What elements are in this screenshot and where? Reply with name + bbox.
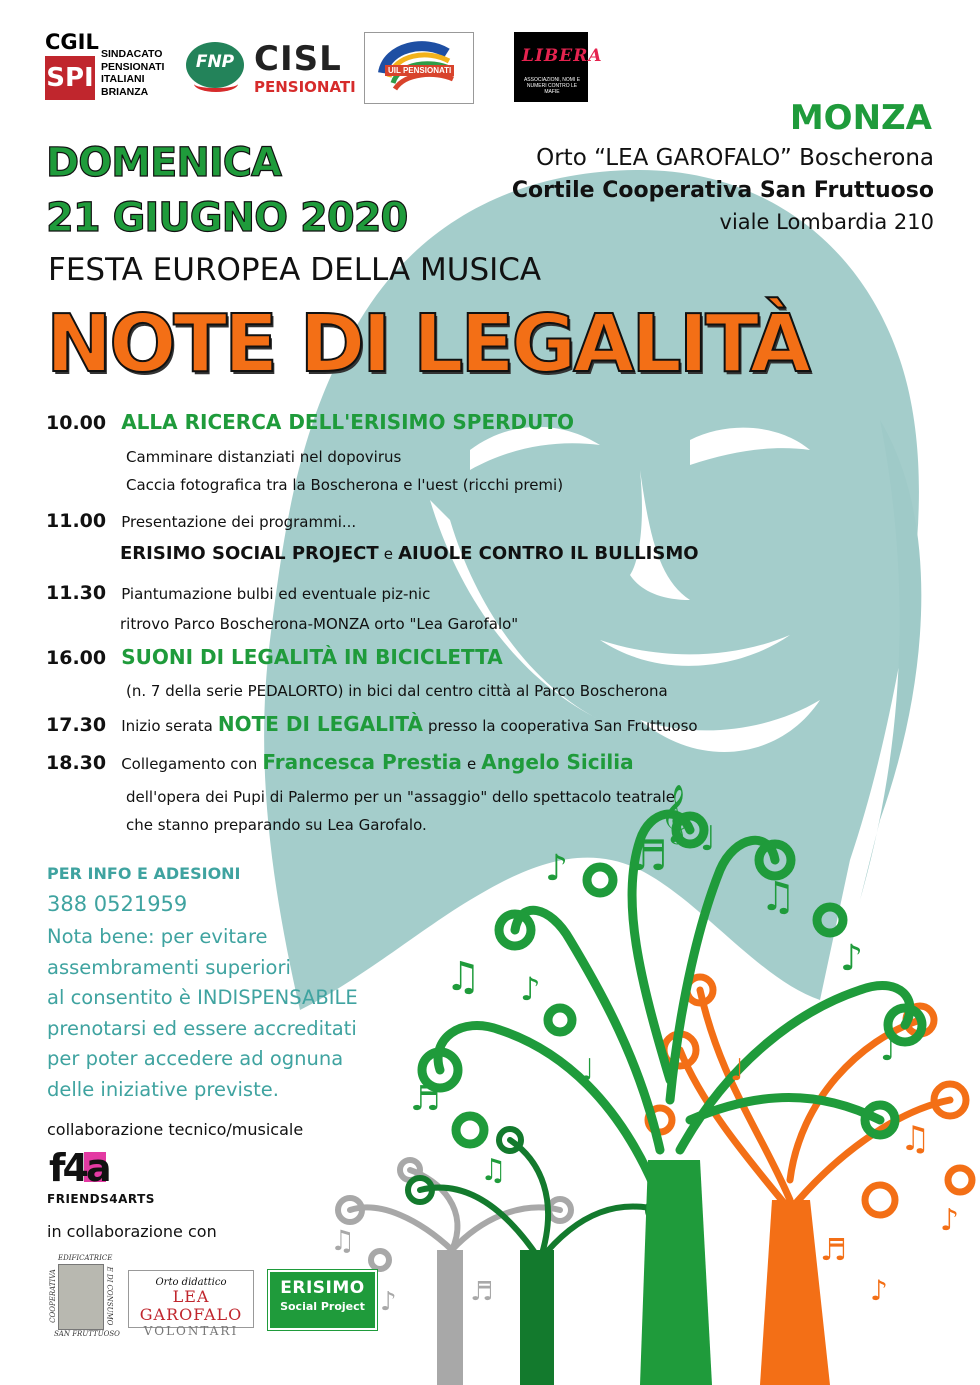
lea-volontari: VOLONTARI <box>143 1324 239 1338</box>
svg-text:𝄞: 𝄞 <box>660 784 690 842</box>
venue-orto: Orto “LEA GAROFALO” Boscherona <box>536 145 934 171</box>
erisimo-logo <box>268 1270 377 1330</box>
svg-text:♪: ♪ <box>520 970 541 1008</box>
main-title: NOTE DI LEGALITÀ <box>46 298 809 390</box>
libera-wordmark: LIBERA <box>522 46 603 66</box>
svg-text:♪: ♪ <box>940 1203 960 1238</box>
svg-text:♫: ♫ <box>900 1119 931 1159</box>
title-1600: SUONI DI LEGALITÀ IN BICICLETTA <box>121 645 503 669</box>
coop-bottom-text: SAN FRUTTUOSO <box>54 1330 120 1338</box>
line-1100-a: Presentazione dei programmi... <box>121 513 357 531</box>
svg-text:♩: ♩ <box>880 1029 897 1069</box>
title-1730: NOTE DI LEGALITÀ <box>217 712 423 736</box>
svg-text:♪: ♪ <box>870 1274 888 1307</box>
schedule-item-1000 <box>46 410 574 434</box>
line-1000-b: Caccia fotografica tra la Boscherona e l'uest (ricchi premi) <box>126 476 564 494</box>
time-1130: 11.30 <box>46 582 107 604</box>
coop-top-text: EDIFICATRICE <box>58 1254 113 1262</box>
svg-text:♪: ♪ <box>380 1287 397 1317</box>
svg-text:♪: ♪ <box>545 848 568 889</box>
uil-label: UIL PENSIONATI <box>385 65 454 76</box>
time-1600: 16.00 <box>46 647 107 669</box>
svg-text:♬: ♬ <box>470 1277 494 1307</box>
collab-label: in collaborazione con <box>47 1222 217 1241</box>
artist-sicilia: Angelo Sicilia <box>481 750 634 774</box>
schedule-item-1100 <box>46 510 356 532</box>
schedule-item-1830 <box>46 750 634 774</box>
cisl-subtitle: PENSIONATI <box>254 78 356 96</box>
svg-text:♬: ♬ <box>630 831 668 880</box>
line-1830-a: dell'opera dei Pupi di Palermo per un "assaggio" dello spettacolo teatrale <box>126 788 676 806</box>
cisl-wordmark: CISL <box>254 39 342 79</box>
svg-text:♫: ♫ <box>330 1224 356 1257</box>
svg-text:♬: ♬ <box>410 1079 441 1119</box>
time-1000: 10.00 <box>46 412 107 434</box>
uil-logo <box>364 32 474 104</box>
fnp-logo <box>186 42 244 94</box>
svg-text:♩: ♩ <box>580 1053 595 1088</box>
svg-text:♫: ♫ <box>760 874 796 920</box>
cisl-logo <box>254 40 354 100</box>
time-1100: 11.00 <box>46 510 107 532</box>
svg-text:♬: ♬ <box>820 1233 847 1268</box>
svg-text:♫: ♫ <box>480 1153 507 1188</box>
line-1830-pre: Collegamento con <box>121 755 258 773</box>
event-date: 21 GIUGNO 2020 <box>46 195 408 241</box>
line-1830-b: che stanno preparando su Lea Garofalo. <box>126 816 427 834</box>
project-erisimo: ERISIMO SOCIAL PROJECT <box>120 543 379 564</box>
line-1600-a: (n. 7 della serie PEDALORTO) in bici dal centro città al Parco Boscherona <box>126 682 668 700</box>
project-aiuole: AIUOLE CONTRO IL BULLISMO <box>398 543 699 564</box>
conjunction: e <box>383 545 393 563</box>
f4a-name: FRIENDS4ARTS <box>47 1192 155 1206</box>
f4a-logo <box>47 1148 162 1190</box>
city: MONZA <box>789 98 932 138</box>
conjunction-1830: e <box>466 755 477 773</box>
schedule-item-1600 <box>46 645 503 669</box>
line-1730-pre: Inizio serata <box>121 717 213 735</box>
libera-logo <box>514 32 603 102</box>
title-1000: ALLA RICERCA DELL'ERISIMO SPERDUTO <box>121 410 575 434</box>
line-1730-post: presso la cooperativa San Fruttuoso <box>428 717 698 735</box>
line-1130-a: Piantumazione bulbi ed eventuale piz-nic <box>121 585 431 603</box>
fnp-wordmark: FNP <box>186 42 244 88</box>
lea-name: LEA GAROFALO <box>139 1287 243 1324</box>
coop-logo <box>48 1254 120 1340</box>
svg-text:♪: ♪ <box>840 938 863 979</box>
svg-text:♫: ♫ <box>445 954 481 1000</box>
schedule-item-1730 <box>46 712 698 736</box>
f4a-mark: f4a <box>49 1146 109 1190</box>
fnp-swoosh-icon <box>194 76 238 92</box>
libera-subtitle: ASSOCIAZIONI, NOMI E NUMERI CONTRO LE MAFIE <box>523 77 581 95</box>
spi-text: SINDACATO PENSIONATI ITALIANI BRIANZA <box>101 48 165 98</box>
erisimo-name: ERISIMO <box>280 1278 365 1298</box>
time-1830: 18.30 <box>46 752 107 774</box>
schedule-item-1130 <box>46 582 430 604</box>
svg-text:♩: ♩ <box>730 1053 745 1088</box>
lea-orto-label: Orto didattico <box>155 1277 227 1288</box>
coop-right-text: E DI CONSUMO <box>105 1266 114 1326</box>
coop-photo-icon <box>58 1264 104 1330</box>
event-day: DOMENICA <box>46 140 282 186</box>
festa-subtitle: FESTA EUROPEA DELLA MUSICA <box>48 252 542 288</box>
cgil-wordmark: CGIL <box>45 30 99 54</box>
info-note: Nota bene: per evitare assembramenti superiori al consentito è INDISPENSABILE prenotarsi ed essere accreditati per poter accedere ad ognuna delle iniziative previste. <box>47 925 358 1101</box>
line-1000-a: Camminare distanziati nel dopovirus <box>126 448 402 466</box>
venue-address: viale Lombardia 210 <box>719 210 934 234</box>
time-1730: 17.30 <box>46 714 107 736</box>
lea-garofalo-logo <box>128 1270 254 1338</box>
coop-left-text: COOPERATIVA <box>48 1269 57 1323</box>
venue-cortile: Cortile Cooperativa San Fruttuoso <box>511 178 934 203</box>
spi-wordmark: SPI <box>45 56 95 100</box>
tech-collab-label: collaborazione tecnico/musicale <box>47 1120 304 1139</box>
info-heading: PER INFO E ADESIONI <box>47 864 241 883</box>
spi-cgil-logo <box>45 30 165 105</box>
erisimo-sub: Social Project <box>280 1300 365 1313</box>
svg-text:♩: ♩ <box>700 819 717 859</box>
programs-1100 <box>120 543 699 564</box>
line-1130-b: ritrovo Parco Boscherona-MONZA orto "Lea Garofalo" <box>120 615 519 633</box>
info-phone: 388 0521959 <box>47 892 188 916</box>
artist-prestia: Francesca Prestia <box>262 750 462 774</box>
